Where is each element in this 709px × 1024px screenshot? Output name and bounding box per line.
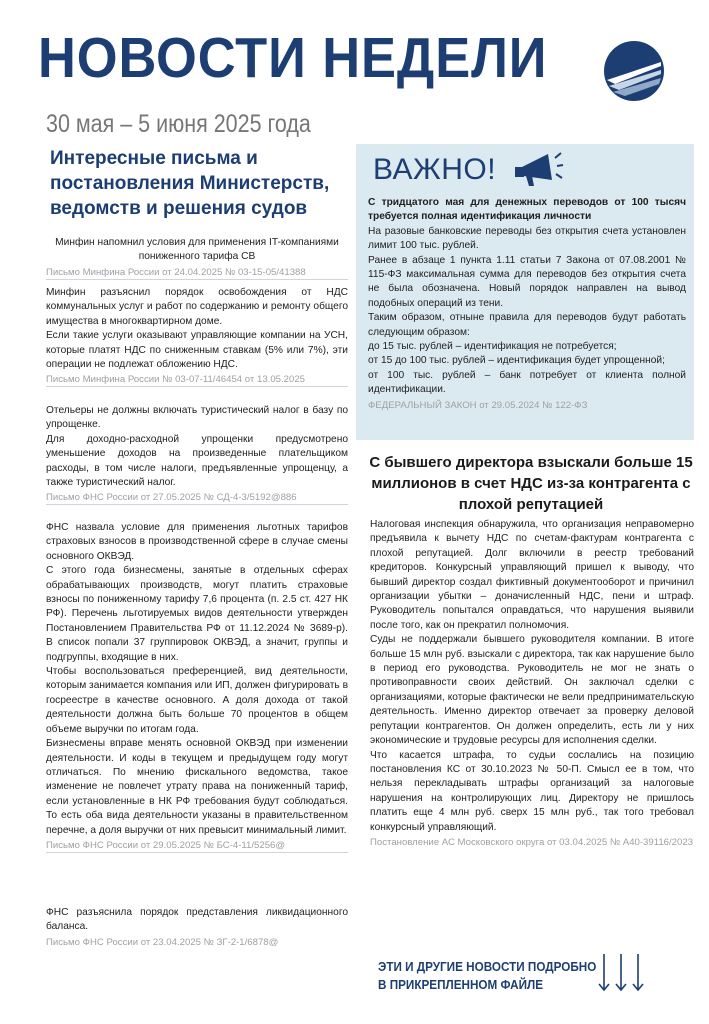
item-text: Чтобы воспользоваться преференцией, вид деятельности, которым занимается компания или ИП, должен фигурировать в госреестре в качестве основного. А доля дохода от такой деятельности должна быть больше 70 процентов в общем объеме выручки по итогам года.: [46, 666, 348, 735]
section-title: Интересные письма и постановления Министерств, ведомств и решения судов: [50, 148, 330, 219]
important-text: до 15 тыс. рублей – идентификация не потребуется;: [368, 341, 617, 353]
issue-date: 30 мая – 5 июня 2025 года: [46, 110, 311, 138]
important-text: На разовые банковские переводы без открытия счета установлен лимит 100 тыс. рублей.: [368, 225, 686, 252]
item-source: Письмо ФНС России от 23.04.2025 № ЗГ-2-1/6878@: [46, 936, 279, 948]
item-source: Письмо Минфина России от 24.04.2025 № 03-15-05/41388: [46, 266, 348, 280]
important-source: ФЕДЕРАЛЬНЫЙ ЗАКОН от 29.05.2024 № 122-ФЗ: [368, 399, 588, 411]
important-text: Таким образом, отныне правила для переводов будут работать следующим образом:: [368, 312, 686, 338]
important-text: от 15 до 100 тыс. рублей – идентификация будет упрощенной;: [368, 355, 665, 367]
item-text: Бизнесмены вправе менять основной ОКВЭД при изменении деятельности. И коды в текущем и предыдущем году могут отличаться. По мнению фискального ведомства, такое изменение не повлечет утрату права на пониженный тариф, если установленные в НК РФ требования будут соблюдаться. То есть оба вида деятельности указаны в правительственном перечне, а доля выручки от них превысит минимальный лимит.: [46, 738, 348, 836]
article-text: Что касается штрафа, то судьи сослались на позицию постановления КС от 30.10.2023 № 50-П. Смысл ее в том, что нельзя перекладывать штрафы организаций за налоговые нарушения на контролирующих лиц. Директору не пришлось платить еще 4 млн руб. сверх 15 млн руб., так того требовал конкурсный управляющий.: [370, 749, 694, 833]
important-box: [356, 144, 694, 440]
news-item: [46, 286, 348, 387]
news-item: [46, 236, 348, 280]
attachment-note-line: В ПРИКРЕПЛЕННОМ ФАЙЛЕ: [378, 977, 544, 992]
item-source: Письмо ФНС России от 27.05.2025 № СД-4-3/5192@886: [46, 491, 348, 505]
item-source: Письмо ФНС России от 29.05.2025 № БС-4-11/5256@: [46, 839, 348, 853]
item-text: Минфин разъяснил порядок освобождения от НДС коммунальных услуг и работ по содержанию и ремонту общего имущества в многоквартирном доме.: [46, 287, 348, 327]
item-text: Если такие услуги оказывают управляющие компании на УСН, которые платят НДС по сниженным ставкам (5% или 7%), эти операции не подлежат обложению НДС.: [46, 330, 348, 371]
item-text: С этого года бизнесмены, занятые в отдельных сферах обрабатывающих производств, могут платить страховые взносы по пониженному тарифу 7,6 процента (п. 2.5 ст. 427 НК РФ). Перечень льготируемых видов деятельности утвержден Постановлением Правительства РФ от 11.12.2024 № 3689-р). В список попали 37 группировок ОКВЭД, а значит, группы и подгруппы, входящие в них.: [46, 565, 348, 663]
important-text: от 100 тыс. рублей – банк потребует от клиента полной идентификации.: [368, 369, 686, 396]
item-text: ФНС назвала условие для применения льготных тарифов страховых взносов в производственной сфере в случае смены основного ОКВЭД.: [46, 522, 348, 562]
attachment-note-line: ЭТИ И ДРУГИЕ НОВОСТИ ПОДРОБНО: [378, 959, 597, 974]
article-text: Суды не поддержали бывшего руководителя компании. В итоге больше 15 млн руб. взыскали с директора, так как нарушение было в период его руководства. Руководитель не мог не знать о противоправности своих действий. Он заключал сделки с организациями, которые фактически не вели предпринимательскую деятельность. Именно директор отвечает за проверку деловой репутации контрагентов. Он должен определить, есть ли у них экономические и трудовые ресурсы для исполнения сделки.: [370, 634, 694, 747]
down-arrows-icon: [598, 952, 644, 994]
article-body: [370, 518, 694, 849]
news-item: [46, 404, 348, 505]
article-text: Налоговая инспекция обнаружила, что организация неправомерно предъявила к вычету НДС по счетам-фактурам контрагента с плохой репутацией. Долг включили в реестр требований кредиторов. Конкурсный управляющий пришел к выводу, что бывший директор создал фиктивный документооборот и причинил организации убытки – доначисленный НДС, пени и штраф. Руководитель попытался оправдаться, что нарушения выявили после того, как он прекратил полномочия.: [370, 519, 694, 631]
news-item: [46, 521, 348, 853]
logo-icon: [603, 40, 665, 102]
item-text: Отельеры не должны включать туристический налог в базу по упрощенке.: [46, 405, 348, 431]
news-item: [46, 906, 348, 949]
important-text: Ранее в абзаце 1 пункта 1.11 статьи 7 Закона от 07.08.2001 № 115-ФЗ максимальная сумма для переводов без открытия счета не была обозначена. Новый порядок направлен на вывод подобных операций из тени.: [368, 254, 686, 309]
item-text: ФНС разъяснила порядок представления ликвидационного баланса.: [46, 907, 348, 933]
important-title: ВАЖНО!: [373, 153, 497, 186]
important-lead: С тридцатого мая для денежных переводов от 100 тысяч требуется полная идентификация личности: [368, 197, 686, 223]
item-text: Для доходно-расходной упрощенки предусмотрено уменьшение доходов на произведенные плательщиком расходы, в том числе налоги, предъявленные упрощенцу, а также туристический налог.: [46, 433, 348, 489]
item-source: Письмо Минфина России № 03-07-11/46454 от 13.05.2025: [46, 373, 348, 387]
article-source: Постановление АС Московского округа от 03.04.2025 № А40-39116/2023: [370, 836, 694, 848]
page-title: НОВОСТИ НЕДЕЛИ: [38, 26, 548, 90]
item-text: Минфин напомнил условия для применения IT-компаниями пониженного тарифа СВ: [55, 237, 339, 263]
attachment-note: [378, 958, 596, 994]
important-body: [368, 196, 686, 412]
article-title: С бывшего директора взыскали больше 15 миллионов в счет НДС из-за контрагента с плохой репутацией: [369, 454, 693, 513]
megaphone-icon: [512, 150, 564, 190]
